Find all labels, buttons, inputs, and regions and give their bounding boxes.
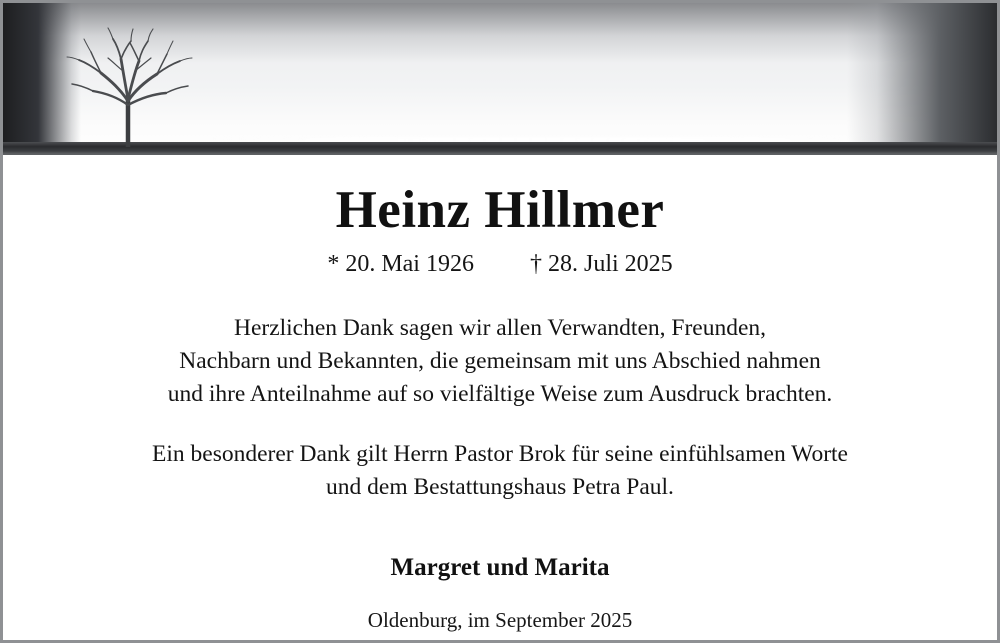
deceased-name: Heinz Hillmer (335, 181, 665, 239)
header-image (3, 3, 997, 155)
bare-tree-silhouette-icon (65, 21, 193, 147)
sky-right-vignette (847, 3, 997, 151)
thanks-line: Herzlichen Dank sagen wir allen Verwandten, Freunden, (233, 314, 767, 341)
thanks-line: und ihre Anteilnahme auf so vielfältige Weise zum Ausdruck brachten. (167, 381, 833, 408)
pastor-thanks-line: Ein besonderer Dank gilt Herrn Pastor Brok für seine einfühlsamen Worte (152, 440, 848, 467)
ground-fade (3, 153, 997, 155)
place-and-date: Oldenburg, im September 2025 (367, 608, 633, 633)
thanks-paragraph (51, 312, 949, 412)
pastor-thanks-paragraph (51, 438, 949, 505)
notice-content (3, 183, 997, 633)
pastor-thanks-line: und dem Bestattungshaus Petra Paul. (326, 474, 674, 501)
birth-date: * 20. Mai 1926 (327, 250, 474, 277)
thanks-line: Nachbarn und Bekannten, die gemeinsam mit uns Abschied nahmen (179, 348, 821, 374)
life-dates (51, 251, 949, 278)
family-signature: Margret und Marita (390, 554, 610, 582)
death-date: † 28. Juli 2025 (529, 250, 673, 277)
